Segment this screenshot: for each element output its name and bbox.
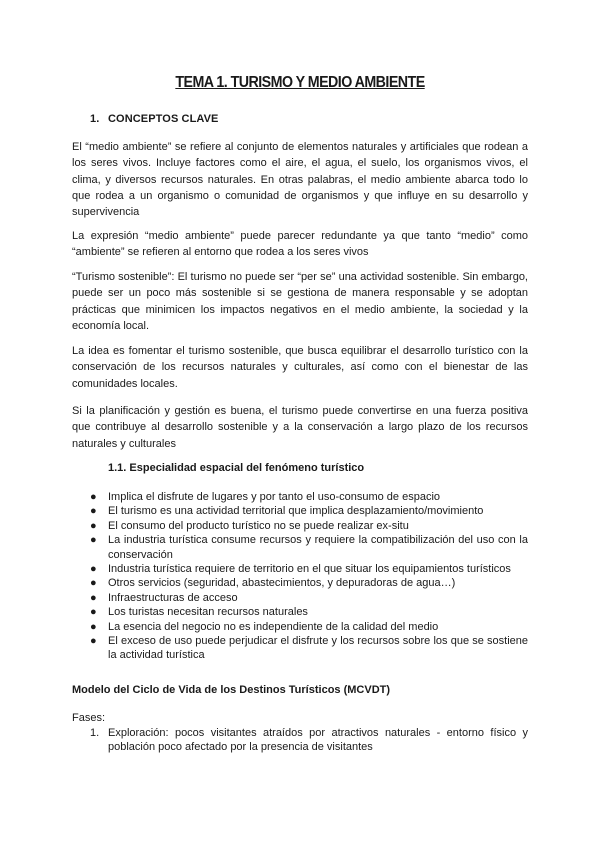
list-item-text: Otros servicios (seguridad, abastecimientos, y depuradoras de agua…)	[108, 577, 456, 590]
list-item-text: Los turistas necesitan recursos naturales	[108, 606, 308, 619]
list-item	[72, 634, 528, 663]
bullet-icon: ●	[90, 620, 97, 633]
document-title: TEMA 1. TURISMO Y MEDIO AMBIENTE	[175, 74, 425, 91]
list-item	[72, 605, 528, 619]
list-item-text: La industria turística consume recursos y requiere la compatibilización del uso con la conservación	[108, 534, 528, 561]
list-item	[72, 504, 528, 518]
paragraph-idea: La idea es fomentar el turismo sostenible, que busca equilibrar el desarrollo turístico con la conservación de los recursos naturales y culturales, así como con el bienestar de las comunidades locales.	[72, 345, 528, 390]
list-item-text: Industria turística requiere de territorio en el que situar los equipamientos turísticos	[108, 563, 511, 576]
subsection-heading: 1.1. Especialidad espacial del fenómeno turístico	[108, 462, 365, 474]
phase-item	[72, 726, 528, 755]
list-item	[72, 533, 528, 562]
bullet-icon: ●	[90, 505, 97, 518]
list-item	[72, 576, 528, 590]
phase-text: Exploración: pocos visitantes atraídos por atractivos naturales - entorno físico y población poco afectado por la presencia de visitantes	[108, 727, 528, 754]
list-item-text: El consumo del producto turístico no se puede realizar ex-situ	[108, 519, 409, 532]
phases-label: Fases:	[72, 712, 106, 724]
list-item-text: El exceso de uso puede perjudicar el disfrute y los recursos sobre los que se sostiene la actividad turística	[108, 635, 528, 662]
list-item	[72, 562, 528, 576]
bullet-icon: ●	[90, 563, 97, 576]
bullet-icon: ●	[90, 635, 97, 648]
bullet-icon: ●	[90, 577, 97, 590]
bullet-icon: ●	[90, 534, 97, 547]
model-heading: Modelo del Ciclo de Vida de los Destinos Turísticos (MCVDT)	[72, 684, 391, 696]
list-item-text: El turismo es una actividad territorial que implica desplazamiento/movimiento	[108, 505, 484, 518]
section-title: CONCEPTOS CLAVE	[108, 113, 219, 125]
paragraph-turismo-sostenible: “Turismo sostenible”: El turismo no puede ser “per se” una actividad sostenible. Sin embargo, puede ser un poco más sostenible si se gestiona de manera responsable y se adoptan prácticas que minimicen los impactos negativos en el medio ambiente, la sociedad y la economía local.	[72, 271, 528, 332]
bullet-icon: ●	[90, 491, 97, 503]
list-item-text: Implica el disfrute de lugares y por tanto el uso-consumo de espacio	[108, 491, 441, 503]
bullet-icon: ●	[90, 519, 97, 532]
paragraph-expresion: La expresión “medio ambiente” puede parecer redundante ya que tanto “medio” como “ambiente” se refieren al entorno que rodea a los seres vivos	[72, 230, 528, 259]
list-item-text: Infraestructuras de acceso	[108, 591, 238, 604]
bullet-list	[72, 490, 528, 663]
section-heading-conceptos-clave	[90, 113, 219, 125]
list-item	[72, 519, 528, 533]
list-item-text: La esencia del negocio no es independiente de la calidad del medio	[108, 620, 439, 633]
bullet-icon: ●	[90, 591, 97, 604]
section-number: 1.	[90, 113, 100, 125]
paragraph-planificacion: Si la planificación y gestión es buena, el turismo puede convertirse en una fuerza positiva que contribuye al desarrollo sostenible y a la conservación a largo plazo de los recursos naturales y culturales	[72, 405, 528, 450]
bullet-icon: ●	[90, 606, 97, 619]
phases-list	[72, 726, 528, 755]
list-item	[72, 490, 528, 504]
list-item	[72, 620, 528, 634]
list-item	[72, 591, 528, 605]
paragraph-medio-ambiente: El “medio ambiente” se refiere al conjunto de elementos naturales y artificiales que rodean a los seres vivos. Incluye factores como el aire, el agua, el suelo, los organismos vivos, el clima, y diversos recursos naturales. En otras palabras, el medio ambiente abarca todo lo que rodea a un organismo o comunidad de organismos y que influye en su desarrollo y supervivencia	[72, 141, 528, 219]
phase-number: 1.	[90, 727, 100, 739]
